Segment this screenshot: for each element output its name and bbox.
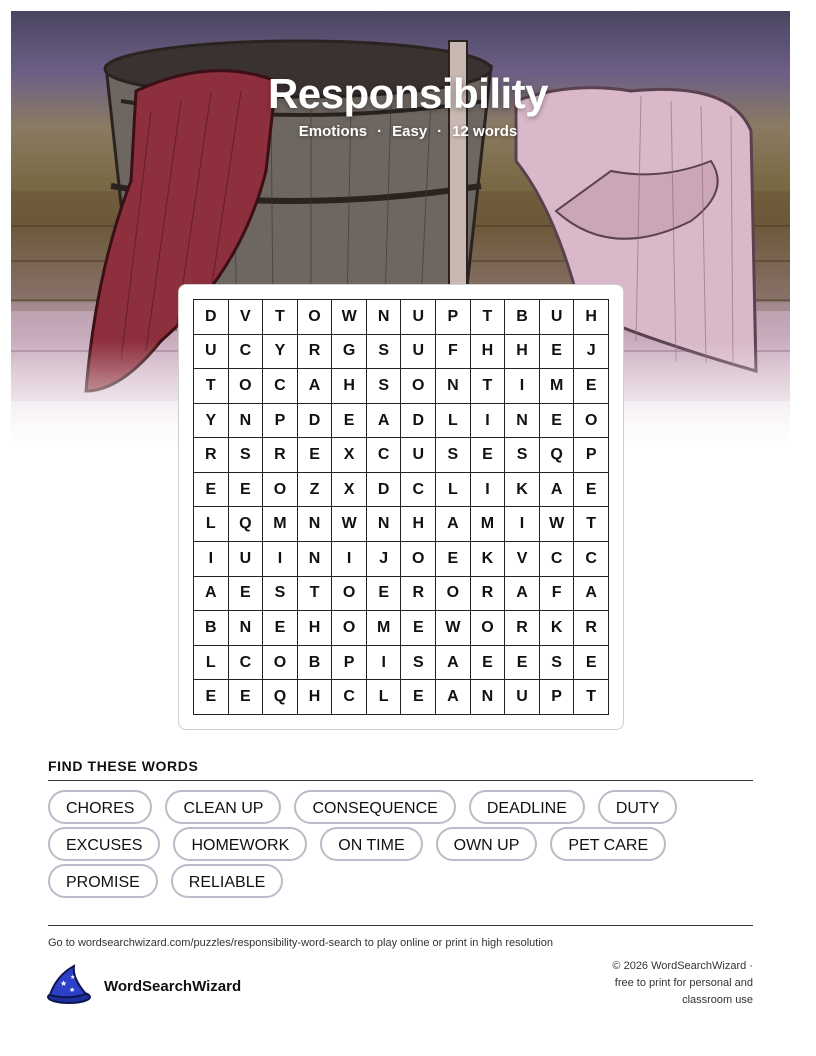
grid-cell[interactable]: B [298,646,333,681]
grid-cell[interactable]: Y [194,404,229,439]
grid-cell[interactable]: T [194,369,229,404]
grid-cell[interactable]: L [436,473,471,508]
grid-cell[interactable]: T [574,680,609,715]
grid-cell[interactable]: A [194,577,229,612]
grid-cell[interactable]: W [540,507,575,542]
grid-cell[interactable]: O [263,473,298,508]
words-divider [48,780,753,781]
grid-cell[interactable]: O [332,611,367,646]
grid-cell[interactable]: R [574,611,609,646]
grid-cell[interactable]: R [298,335,333,370]
grid-cell[interactable]: E [574,369,609,404]
grid-cell[interactable]: T [471,300,506,335]
wizard-hat-icon [46,964,92,1009]
grid-cell[interactable]: E [263,611,298,646]
grid-cell[interactable]: N [367,507,402,542]
svg-text:★: ★ [70,974,76,981]
grid-cell[interactable]: S [367,335,402,370]
grid-cell[interactable]: N [505,404,540,439]
grid-cell[interactable]: L [194,507,229,542]
word-pill: CONSEQUENCE [294,790,455,824]
footer-link-text[interactable]: Go to wordsearchwizard.com/puzzles/responsibility-word-search to play online or print in high resolution [48,937,554,949]
grid-cell[interactable]: E [540,335,575,370]
word-pill: HOMEWORK [173,827,307,861]
grid-cell[interactable]: E [367,577,402,612]
letter-grid [193,299,609,715]
grid-cell[interactable]: P [574,438,609,473]
word-list [48,790,753,898]
grid-cell[interactable]: I [471,404,506,439]
grid-cell[interactable]: T [263,300,298,335]
grid-cell[interactable]: P [263,404,298,439]
grid-cell[interactable]: E [574,646,609,681]
grid-cell[interactable]: R [194,438,229,473]
word-count-label: 12 words [452,123,518,140]
grid-cell[interactable]: X [332,473,367,508]
grid-cell[interactable]: O [298,300,333,335]
grid-cell[interactable]: B [194,611,229,646]
grid-cell[interactable]: Q [540,438,575,473]
grid-cell[interactable]: H [332,369,367,404]
grid-cell[interactable]: I [263,542,298,577]
grid-cell[interactable]: A [436,646,471,681]
grid-cell[interactable]: A [505,577,540,612]
footer-divider [48,925,753,926]
grid-cell[interactable]: Y [263,335,298,370]
grid-cell[interactable]: E [471,438,506,473]
grid-cell[interactable]: I [505,507,540,542]
word-pill: OWN UP [436,827,538,861]
grid-cell[interactable]: A [436,680,471,715]
separator-dot: · [377,123,383,140]
grid-cell[interactable]: G [332,335,367,370]
grid-cell[interactable]: I [194,542,229,577]
grid-cell[interactable]: R [263,438,298,473]
grid-cell[interactable]: O [401,369,436,404]
grid-cell[interactable]: B [505,300,540,335]
grid-cell[interactable]: U [401,300,436,335]
grid-cell[interactable]: O [436,577,471,612]
grid-cell[interactable]: V [505,542,540,577]
grid-cell[interactable]: U [401,438,436,473]
word-pill: CHORES [48,790,152,824]
grid-cell[interactable]: R [471,577,506,612]
grid-cell[interactable]: L [367,680,402,715]
words-heading: FIND THESE WORDS [48,758,199,774]
legal-line: classroom use [682,994,753,1006]
grid-cell[interactable]: U [540,300,575,335]
grid-cell[interactable]: U [505,680,540,715]
brand-name: WordSearchWizard [104,978,242,995]
grid-cell[interactable]: C [367,438,402,473]
grid-cell[interactable]: O [574,404,609,439]
grid-cell[interactable]: P [436,300,471,335]
category-label: Emotions [298,123,368,140]
grid-cell[interactable]: J [574,335,609,370]
grid-cell[interactable]: V [229,300,264,335]
grid-cell[interactable]: N [298,542,333,577]
grid-cell[interactable]: E [505,646,540,681]
grid-cell[interactable]: H [298,680,333,715]
grid-cell[interactable]: U [401,335,436,370]
grid-cell[interactable]: A [436,507,471,542]
grid-cell[interactable]: M [367,611,402,646]
grid-cell[interactable]: H [401,507,436,542]
word-pill: ON TIME [320,827,422,861]
grid-cell[interactable]: I [471,473,506,508]
grid-cell[interactable]: A [298,369,333,404]
grid-cell[interactable]: F [436,335,471,370]
grid-cell[interactable]: D [401,404,436,439]
legal-line: © 2026 WordSearchWizard · [612,960,753,972]
grid-cell[interactable]: S [401,646,436,681]
grid-cell[interactable]: Q [263,680,298,715]
grid-cell[interactable]: C [229,335,264,370]
grid-cell[interactable]: N [471,680,506,715]
grid-cell[interactable]: C [540,542,575,577]
grid-cell[interactable]: L [194,646,229,681]
grid-cell[interactable]: N [229,404,264,439]
grid-cell[interactable]: Q [229,507,264,542]
grid-cell[interactable]: K [505,473,540,508]
grid-cell[interactable]: N [436,369,471,404]
grid-cell[interactable]: E [471,646,506,681]
puzzle-meta [0,123,816,140]
grid-cell[interactable]: R [401,577,436,612]
grid-cell[interactable]: E [401,680,436,715]
grid-cell[interactable]: A [367,404,402,439]
grid-cell[interactable]: M [263,507,298,542]
grid-cell[interactable]: H [505,335,540,370]
grid-cell[interactable]: N [298,507,333,542]
grid-cell[interactable]: E [574,473,609,508]
grid-cell[interactable]: D [367,473,402,508]
puzzle-card [178,284,624,730]
grid-cell[interactable]: W [436,611,471,646]
grid-cell[interactable]: K [540,611,575,646]
grid-cell[interactable]: D [194,300,229,335]
grid-cell[interactable]: N [229,611,264,646]
word-pill: CLEAN UP [165,790,281,824]
grid-cell[interactable]: U [229,542,264,577]
grid-cell[interactable]: W [332,507,367,542]
word-pill: DEADLINE [469,790,585,824]
word-pill: DUTY [598,790,678,824]
grid-cell[interactable]: E [229,473,264,508]
grid-cell[interactable]: A [540,473,575,508]
grid-cell[interactable]: S [436,438,471,473]
grid-cell[interactable]: E [436,542,471,577]
grid-cell[interactable]: S [505,438,540,473]
grid-cell[interactable]: T [471,369,506,404]
grid-cell[interactable]: O [332,577,367,612]
grid-cell[interactable]: C [229,646,264,681]
grid-cell[interactable]: M [540,369,575,404]
grid-cell[interactable]: J [367,542,402,577]
grid-cell[interactable]: N [367,300,402,335]
separator-dot: · [437,123,443,140]
grid-cell[interactable]: R [505,611,540,646]
grid-cell[interactable]: D [298,404,333,439]
grid-cell[interactable]: M [471,507,506,542]
grid-cell[interactable]: P [332,646,367,681]
word-pill: PET CARE [550,827,666,861]
grid-cell[interactable]: I [332,542,367,577]
word-pill: PROMISE [48,864,158,898]
grid-cell[interactable]: E [194,680,229,715]
grid-cell[interactable]: C [401,473,436,508]
difficulty-label: Easy [392,123,428,140]
grid-cell[interactable]: P [540,680,575,715]
grid-cell[interactable]: L [436,404,471,439]
svg-text:★: ★ [60,979,68,988]
grid-cell[interactable]: Z [298,473,333,508]
grid-cell[interactable]: S [229,438,264,473]
grid-cell[interactable]: C [332,680,367,715]
grid-cell[interactable]: E [229,577,264,612]
grid-cell[interactable]: T [574,507,609,542]
grid-cell[interactable]: E [298,438,333,473]
grid-cell[interactable]: W [332,300,367,335]
grid-cell[interactable]: E [229,680,264,715]
puzzle-title: Responsibility [267,70,549,117]
grid-cell[interactable]: E [332,404,367,439]
svg-text:★: ★ [69,986,76,994]
grid-cell[interactable]: H [298,611,333,646]
grid-cell[interactable]: H [574,300,609,335]
grid-cell[interactable]: A [574,577,609,612]
grid-cell[interactable]: H [471,335,506,370]
grid-cell[interactable]: O [471,611,506,646]
word-pill: EXCUSES [48,827,160,861]
grid-cell[interactable]: E [194,473,229,508]
grid-cell[interactable]: E [401,611,436,646]
grid-cell[interactable]: I [367,646,402,681]
word-pill: RELIABLE [171,864,283,898]
grid-cell[interactable]: X [332,438,367,473]
grid-cell[interactable]: T [298,577,333,612]
legal-line: free to print for personal and [614,977,753,989]
grid-cell[interactable]: K [471,542,506,577]
grid-cell[interactable]: O [263,646,298,681]
grid-cell[interactable]: O [229,369,264,404]
grid-cell[interactable]: O [401,542,436,577]
grid-cell[interactable]: U [194,335,229,370]
grid-cell[interactable]: S [540,646,575,681]
brand[interactable] [46,964,241,1009]
copyright-notice [553,958,753,1009]
grid-cell[interactable]: F [540,577,575,612]
grid-cell[interactable]: I [505,369,540,404]
grid-cell[interactable]: C [263,369,298,404]
grid-cell[interactable]: S [263,577,298,612]
grid-cell[interactable]: C [574,542,609,577]
grid-cell[interactable]: E [540,404,575,439]
grid-cell[interactable]: S [367,369,402,404]
